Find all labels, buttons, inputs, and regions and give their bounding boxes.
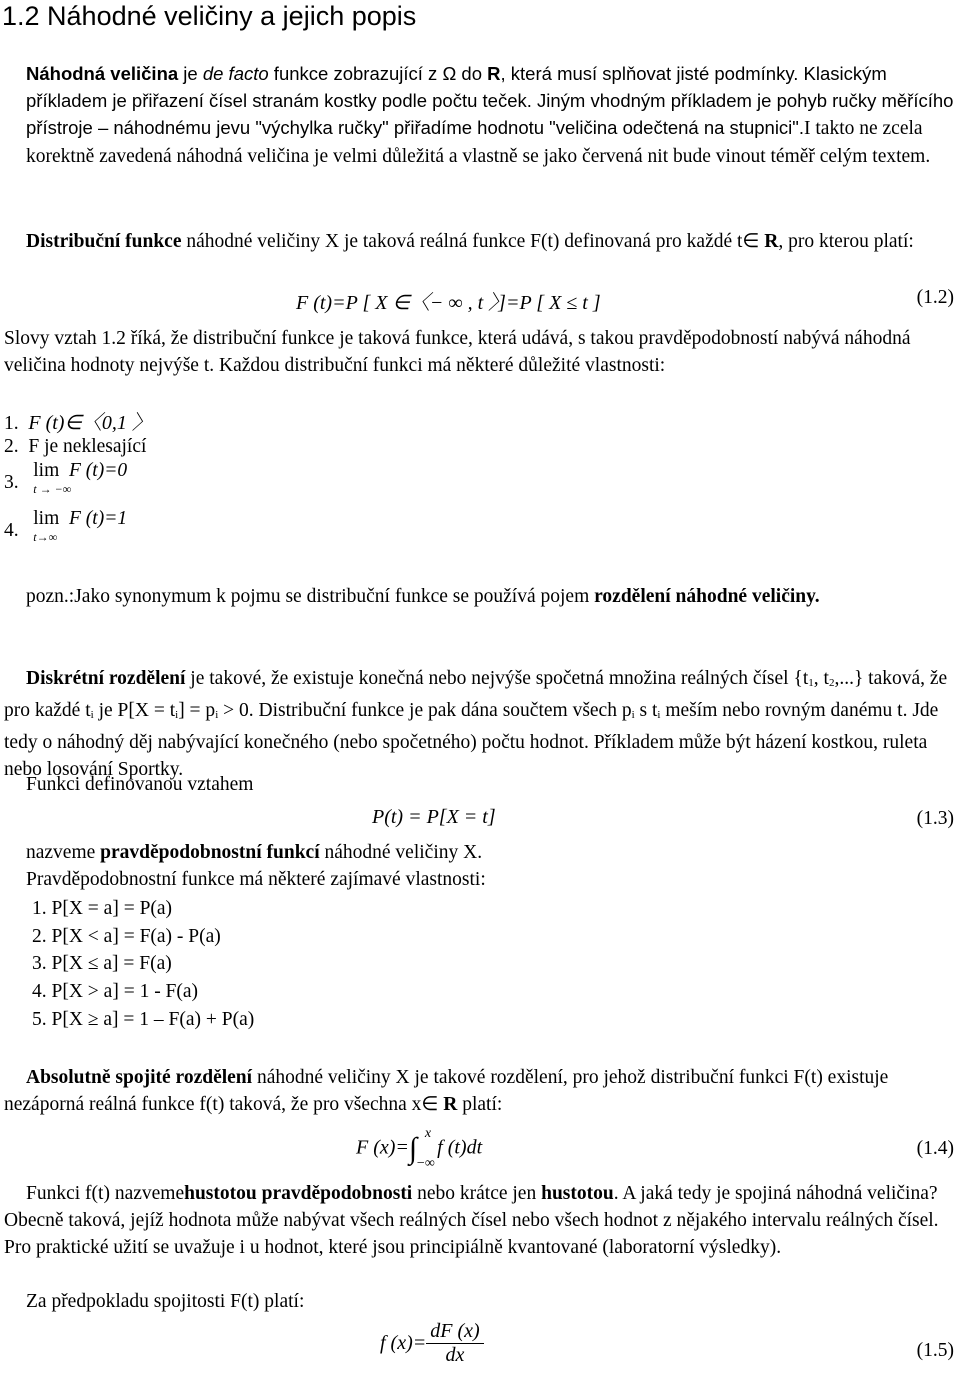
- prob-props-intro: Pravděpodobnostní funkce má některé zajímavé vlastnosti:: [26, 869, 486, 890]
- term-hustota-pravdepodobnosti: hustotou pravděpodobnosti: [184, 1183, 413, 1204]
- funkci-definovanou: Funkci definovanou vztahem: [26, 774, 254, 795]
- prob-prop-4: 4. P[X > a] = 1 - F(a): [32, 981, 199, 1002]
- distrib-prop-4: 4. lim t→∞ F (t)=1: [4, 508, 128, 544]
- section-title: 1.2 Náhodné veličiny a jejich popis: [2, 1, 417, 31]
- equation-1-4: F (x)=∫ x −∞ f (t)dt: [356, 1126, 483, 1171]
- equation-number-1-5: (1.5): [916, 1340, 954, 1361]
- distrib-prop-1: 1. F (t)∈〈0,1 〉: [4, 412, 152, 434]
- term-absolutne-spojite: Absolutně spojité rozdělení: [26, 1067, 253, 1088]
- nazveme-line: nazveme pravděpodobnostní funkcí náhodné veličiny X.: [26, 842, 483, 863]
- equation-number-1-3: (1.3): [916, 808, 954, 829]
- limit-operator: lim t→∞: [33, 508, 60, 544]
- pozn-note: pozn.:Jako synonymum k pojmu se distribuční funkce se používá pojem rozdělení náhodné veličiny.: [26, 586, 820, 607]
- distrib-prop-3: 3. lim t → −∞ F (t)=0: [4, 460, 128, 496]
- fraction: $\frac{dF (x)}{dx}$: [426, 1320, 483, 1367]
- intro-sentence-2: I takto ne zcela korektně zavedená náhodná veličina je velmi důležitá a vlastně se jako červená nit bude vinout téměř celým textem.: [26, 118, 931, 167]
- hustota-paragraph: Funkci f(t) nazvemehustotou pravděpodobnosti nebo krátce jen hustotou. A jaká tedy je spojiná náhodná veličina? Obecně taková, jejíž hodnota může nabývat všech reálných čísel nebo všech hodnot z nějakého intervalu reálných čísel. Pro praktické užití se uvažuje i u hodnot, které jsou principiálně kvantované (laboratorní výsledky).: [4, 1183, 939, 1258]
- equation-1-3: P(t) = P[X = t]: [372, 806, 496, 828]
- prob-prop-2: 2. P[X < a] = F(a) - P(a): [32, 926, 221, 947]
- term-pravdepodobnostni-funkce: pravděpodobnostní funkcí: [100, 842, 320, 863]
- limit-operator: lim t → −∞: [33, 460, 72, 496]
- term-distribucni-funkce: Distribuční funkce: [26, 231, 182, 252]
- prob-prop-5: 5. P[X ≥ a] = 1 – F(a) + P(a): [32, 1009, 255, 1030]
- prob-prop-3: 3. P[X ≤ a] = F(a): [32, 953, 172, 974]
- term-nahodna-velicina: Náhodná veličina: [26, 63, 179, 84]
- continuous-definition: Absolutně spojité rozdělení náhodné veličiny X je takové rozdělení, pro jehož distribuční funkci F(t) existuje nezáporná reálná funkce f(t) taková, že pro všechna x∈ R platí:: [4, 1067, 889, 1115]
- equation-number-1-2: (1.2): [916, 287, 954, 308]
- defacto-text: de facto: [202, 63, 269, 84]
- term-diskretni-rozdeleni: Diskrétní rozdělení: [26, 668, 186, 689]
- prob-prop-1: 1. P[X = a] = P(a): [32, 898, 173, 919]
- term-hustota: hustotou: [541, 1183, 614, 1204]
- distrib-definition: Distribuční funkce náhodné veličiny X je taková reálná funkce F(t) definovaná pro každé t∈ R, pro kterou platí:: [26, 231, 914, 252]
- distrib-explanation: Slovy vztah 1.2 říká, že distribuční funkce je taková funkce, která udává, s takou pravděpodobností nabývá náhodná veličina hodnoty nejvýše t. Každou distribuční funkci má některé důležité vlastnosti:: [4, 328, 911, 376]
- intro-paragraph: Náhodná veličina je de facto funkce zobrazující z Ω do R, která musí splňovat jisté podmínky. Klasickým příkladem je přiřazení čísel stranám kostky podle počtu teček. Jiným vhodným příkladem je pohyb ručky měřícího přístroje – náhodnému jevu "výchylka ručky" přiřadíme hodnotu "veličina odečtená na stupnici".I takto ne zcela korektně zavedená náhodná veličina je velmi důležitá a vlastně se jako červená nit bude vinout téměř celým textem.: [26, 63, 954, 167]
- equation-number-1-4: (1.4): [916, 1138, 954, 1159]
- discrete-definition: Diskrétní rozdělení je takové, že existuje konečná nebo nejvýše spočetná množina reálných čísel {$t_1$, $t_2$,...} taková, že pro každé $t_i$ je $P[X = t_i] = p_i > 0$. Distribuční funkce je pak dána součtem všech $p_i$ s $t_i$ meším nebo rovným danému t. Jde tedy o náhodný děj nabývající konečného (nebo spočetného) počtu hodnot. Příkladem může být házení kostkou, ruleta nebo losování Sportky.: [4, 668, 948, 780]
- integral-symbol: ∫ x −∞: [408, 1126, 435, 1171]
- spojitost-line: Za předpokladu spojitosti F(t) platí:: [26, 1291, 305, 1312]
- equation-1-5: f (x)= $\frac{dF (x)}{dx}$: [380, 1320, 484, 1367]
- equation-1-2: F (t)=P [ X ∈〈− ∞ , t 〉]=P [ X ≤ t ]: [296, 292, 601, 314]
- term-rozdeleni: rozdělení náhodné veličiny.: [594, 586, 820, 607]
- distrib-prop-2: 2. F je neklesající: [4, 436, 147, 457]
